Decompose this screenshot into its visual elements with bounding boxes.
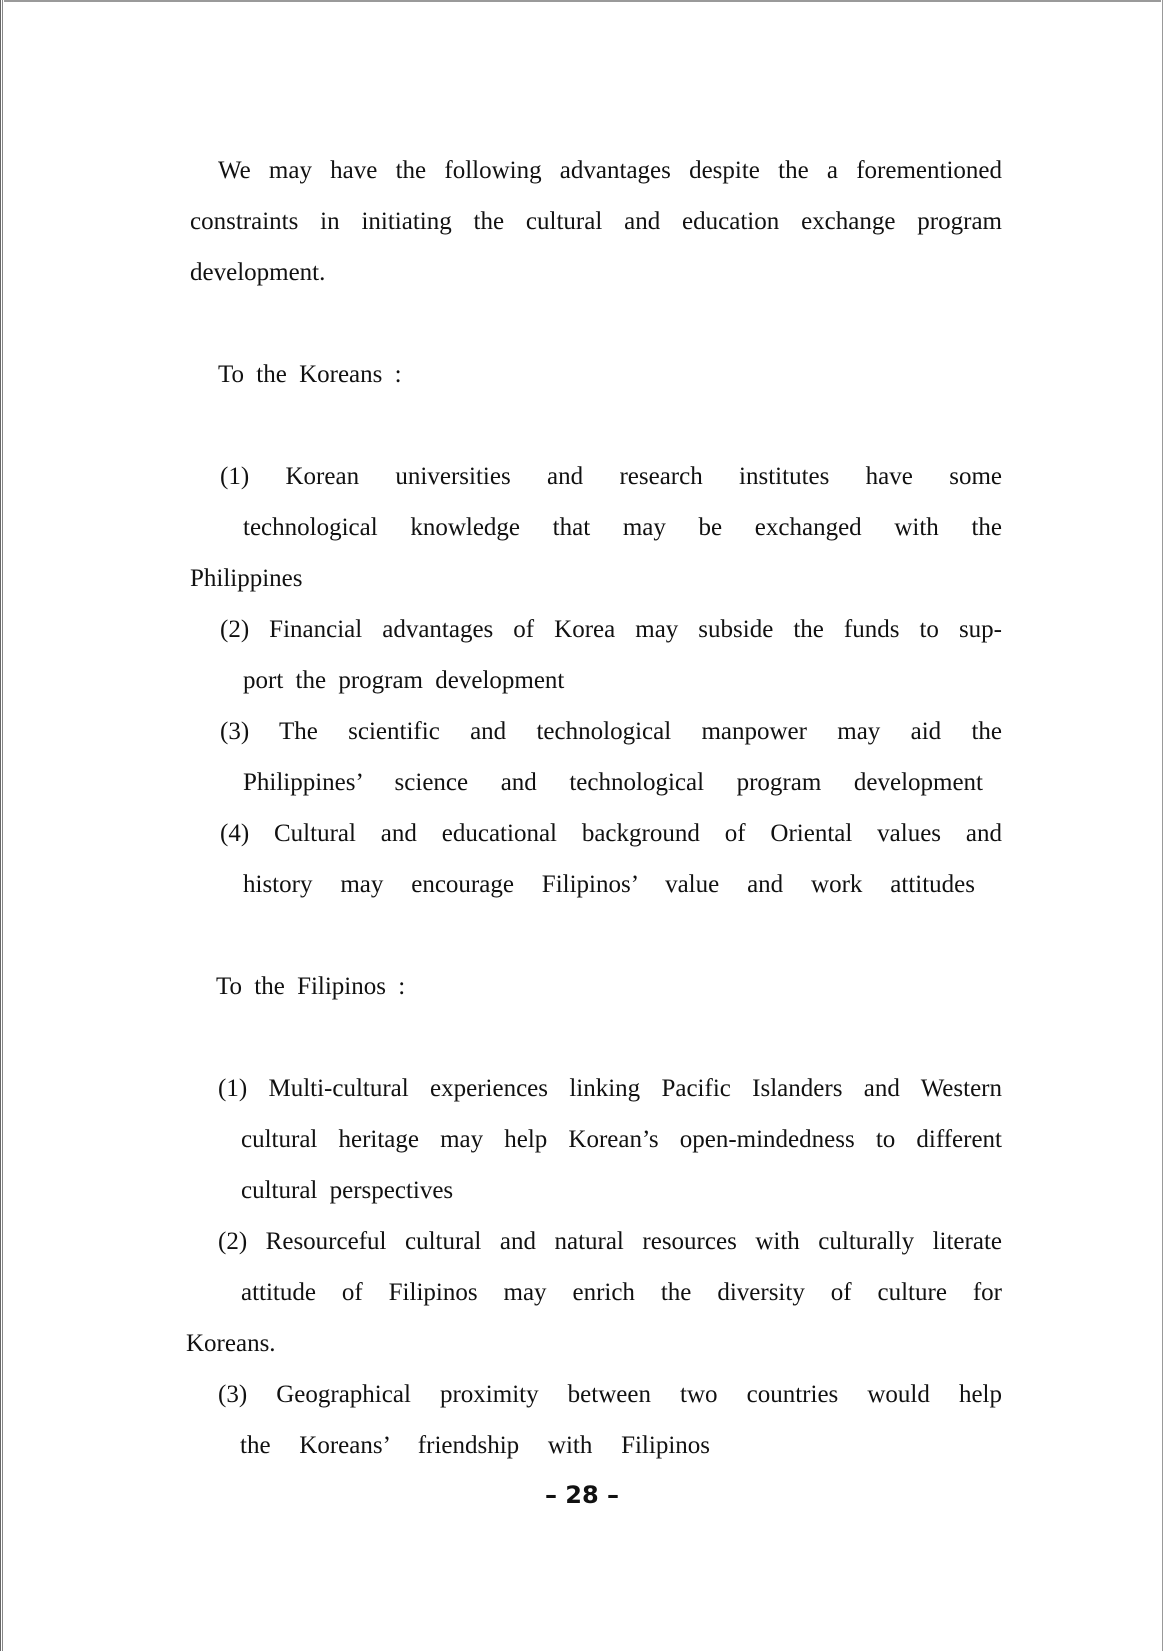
koreans-item-4-line-2: history may encourage Filipinos’ value and work attitudes — [243, 871, 975, 898]
intro-line-2: constraints in initiating the cultural and education exchange program — [190, 208, 1002, 235]
page-left-border — [0, 0, 4, 1651]
koreans-item-1-line-1: (1) Korean universities and research institutes have some — [220, 463, 1002, 490]
filipinos-item-2-line-1: (2) Resourceful cultural and natural resources with culturally literate — [218, 1228, 1002, 1255]
page-top-border — [0, 0, 1164, 2]
filipinos-item-1-line-1: (1) Multi-cultural experiences linking Pacific Islanders and Western — [218, 1075, 1002, 1102]
koreans-heading: To the Koreans : — [218, 361, 402, 388]
filipinos-heading: To the Filipinos : — [216, 973, 406, 1000]
koreans-item-3-line-2: Philippines’ science and technological program development — [243, 769, 983, 796]
intro-line-1: We may have the following advantages despite the a forementioned — [218, 157, 1002, 184]
filipinos-item-3-line-1: (3) Geographical proximity between two countries would help — [218, 1381, 1002, 1408]
page-number: – 28 – — [544, 1481, 620, 1509]
filipinos-item-1-line-3: cultural perspectives — [241, 1177, 454, 1204]
koreans-item-1-line-3: Philippines — [190, 565, 303, 592]
koreans-item-2-line-2: port the program development — [243, 667, 565, 694]
filipinos-item-3-line-2: the Koreans’ friendship with Filipinos — [240, 1432, 710, 1459]
filipinos-item-2-line-3: Koreans. — [186, 1330, 276, 1357]
filipinos-item-1-line-2: cultural heritage may help Korean’s open-mindedness to different — [241, 1126, 1002, 1153]
koreans-item-3-line-1: (3) The scientific and technological manpower may aid the — [220, 718, 1002, 745]
koreans-item-1-line-2: technological knowledge that may be exchanged with the — [243, 514, 1002, 541]
koreans-item-4-line-1: (4) Cultural and educational background of Oriental values and — [220, 820, 1002, 847]
filipinos-item-2-line-2: attitude of Filipinos may enrich the diversity of culture for — [241, 1279, 1002, 1306]
intro-line-3: development. — [190, 259, 326, 286]
koreans-item-2-line-1: (2) Financial advantages of Korea may subside the funds to sup- — [220, 616, 1002, 643]
